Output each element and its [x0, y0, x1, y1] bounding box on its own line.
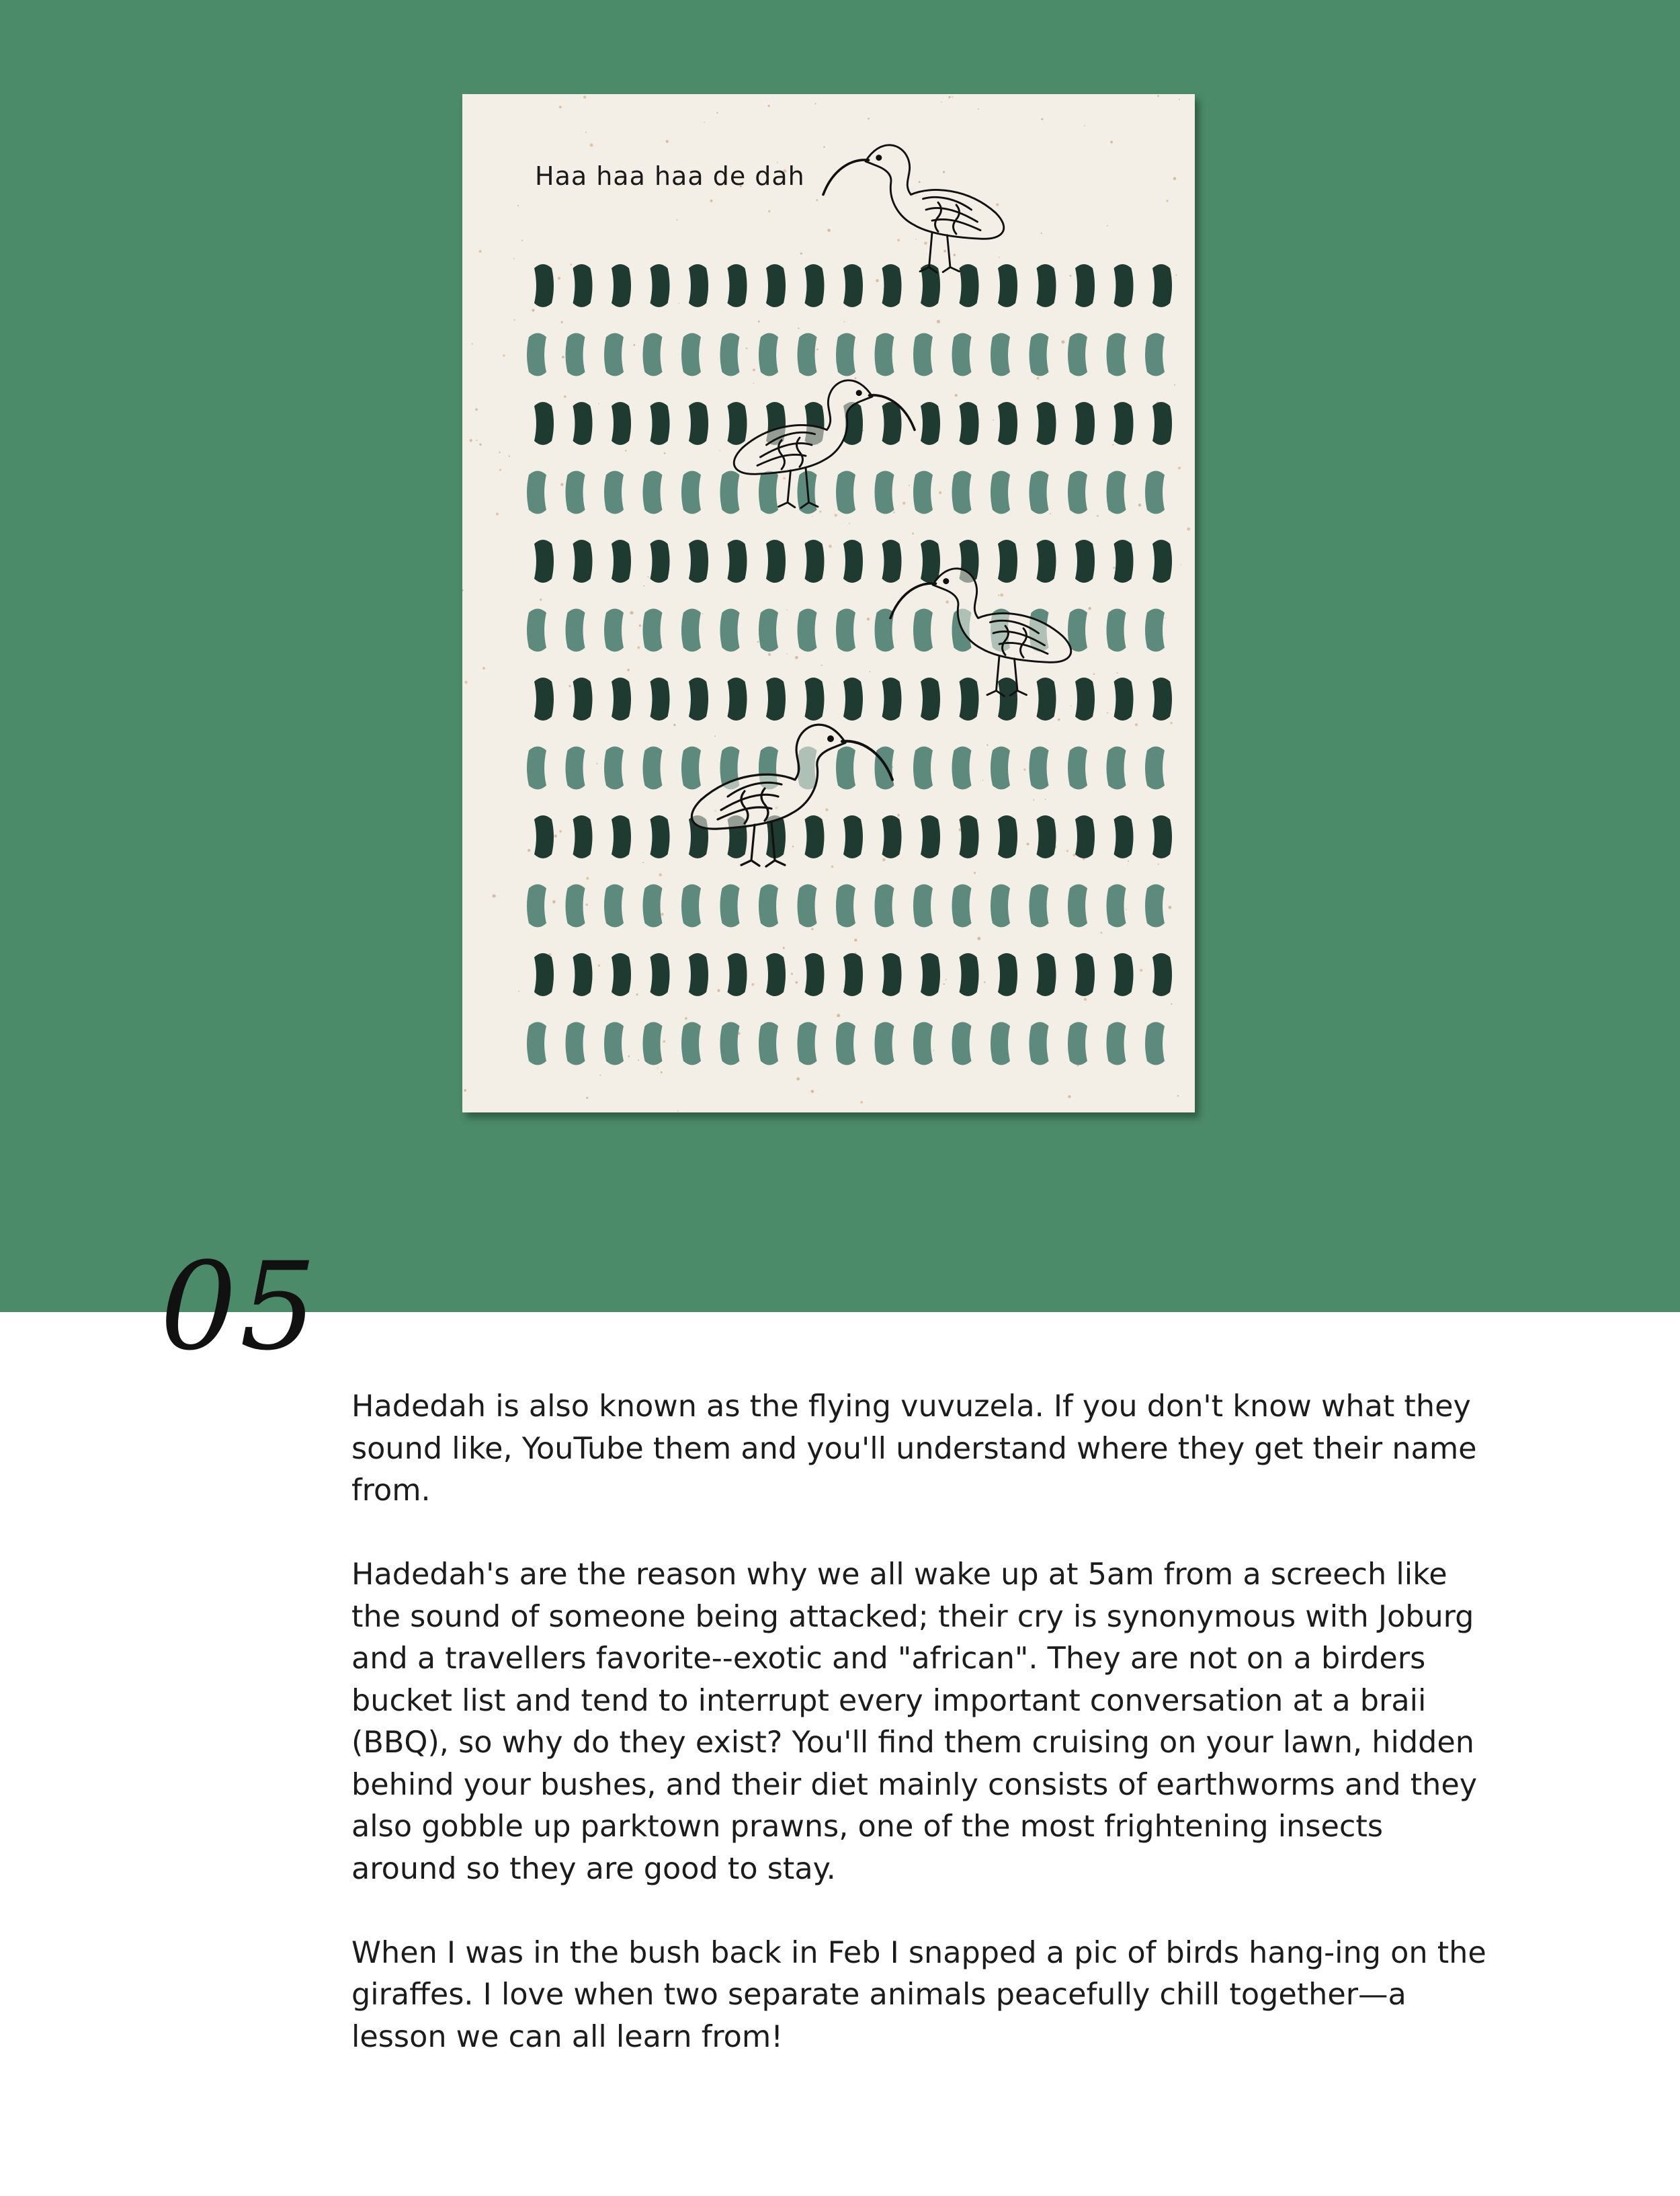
pattern-mark	[759, 885, 778, 928]
pattern-mark	[650, 678, 670, 721]
pattern-mark	[798, 333, 817, 376]
pattern-mark	[728, 264, 747, 307]
pattern-mark	[1068, 609, 1087, 652]
pattern-mark	[913, 471, 933, 514]
pattern-mark	[534, 678, 554, 721]
pattern-mark	[1114, 540, 1134, 583]
pattern-mark	[1107, 885, 1126, 928]
pattern-mark	[527, 1022, 546, 1065]
pattern-mark	[1145, 885, 1165, 928]
pattern-mark	[573, 264, 593, 307]
pattern-mark	[1068, 333, 1087, 376]
pattern-mark	[527, 333, 546, 376]
pattern-mark	[836, 1022, 855, 1065]
pattern-mark	[612, 402, 631, 445]
pattern-mark	[681, 885, 701, 928]
pattern-mark	[534, 953, 554, 996]
pattern-mark	[759, 609, 778, 652]
pattern-mark	[650, 402, 670, 445]
pattern-mark	[1030, 471, 1049, 514]
pattern-mark	[1075, 540, 1095, 583]
pattern-mark	[1037, 264, 1056, 307]
pattern-mark	[921, 815, 940, 858]
pattern-mark	[612, 953, 631, 996]
pattern-mark	[1145, 747, 1165, 790]
pattern-mark	[527, 885, 546, 928]
pattern-mark	[643, 609, 663, 652]
pattern-mark	[566, 1022, 585, 1065]
pattern-mark	[921, 678, 940, 721]
pattern-mark	[720, 885, 740, 928]
pattern-mark	[998, 264, 1017, 307]
pattern-mark	[604, 609, 624, 652]
pattern-mark	[913, 333, 933, 376]
pattern-mark	[612, 264, 631, 307]
pattern-mark	[805, 678, 825, 721]
pattern-mark	[998, 953, 1017, 996]
pattern-mark	[759, 471, 778, 514]
pattern-mark	[960, 678, 979, 721]
pattern-mark	[643, 1022, 663, 1065]
pattern-mark	[952, 471, 972, 514]
pattern-mark	[1075, 264, 1095, 307]
pattern-mark	[566, 333, 585, 376]
pattern-mark	[882, 402, 902, 445]
pattern-mark	[875, 1022, 894, 1065]
pattern-mark	[650, 815, 670, 858]
pattern-mark	[1107, 747, 1126, 790]
pattern-mark	[720, 609, 740, 652]
pattern-mark	[1037, 402, 1056, 445]
pattern-mark	[573, 815, 593, 858]
pattern-mark	[689, 264, 708, 307]
section-number: 05	[160, 1237, 320, 1377]
pattern-mark	[527, 747, 546, 790]
pattern-mark	[991, 885, 1010, 928]
pattern-mark	[1145, 333, 1165, 376]
pattern-mark	[913, 609, 933, 652]
hadeda-bird-drawing	[823, 145, 1004, 273]
pattern-mark	[836, 885, 855, 928]
pattern-mark	[766, 678, 786, 721]
pattern-mark	[921, 402, 940, 445]
pattern-mark	[1107, 471, 1126, 514]
pattern-mark	[766, 540, 786, 583]
pattern-mark	[759, 1022, 778, 1065]
pattern-mark	[843, 953, 863, 996]
pattern-mark	[612, 815, 631, 858]
pattern-mark	[805, 815, 825, 858]
pattern-mark	[875, 885, 894, 928]
article-body	[351, 1386, 1494, 2058]
pattern-mark	[766, 953, 786, 996]
pattern-mark	[798, 609, 817, 652]
pattern-mark	[566, 471, 585, 514]
pattern-mark	[689, 953, 708, 996]
pattern-mark	[960, 815, 979, 858]
pattern-mark	[843, 264, 863, 307]
pattern-mark	[1114, 264, 1134, 307]
pattern-mark	[952, 1022, 972, 1065]
pattern-mark	[1114, 815, 1134, 858]
pattern-mark	[720, 1022, 740, 1065]
pattern-mark	[604, 747, 624, 790]
pattern-mark	[1037, 953, 1056, 996]
pattern-mark	[960, 402, 979, 445]
paragraph-2: Hadedah's are the reason why we all wake up at 5am from a screech like the sound of someone being attacked; their cry is synonymous with Joburg and a travellers favorite--exotic and "african". They are not on a birders bucket list and tend to interrupt every important conversation at a braii (BBQ), so why do they exist? You'll find them cruising on your lawn, hidden behind your bushes, and their diet mainly consists of earthworms and they also gobble up parktown prawns, one of the most frightening insects around so they are good to stay.	[351, 1557, 1478, 1886]
pattern-mark	[527, 609, 546, 652]
pattern-mark	[643, 885, 663, 928]
pattern-mark	[1068, 747, 1087, 790]
pattern-mark	[1152, 953, 1172, 996]
pattern-mark	[689, 678, 708, 721]
pattern-mark	[836, 333, 855, 376]
pattern-mark	[1037, 815, 1056, 858]
pattern-mark	[1030, 747, 1049, 790]
pattern-mark	[1030, 333, 1049, 376]
pattern-mark	[836, 471, 855, 514]
pattern-mark	[650, 540, 670, 583]
pattern-mark	[643, 471, 663, 514]
card-title: Haa haa haa de dah	[535, 161, 805, 191]
pattern-mark	[1152, 264, 1172, 307]
pattern-mark	[843, 815, 863, 858]
pattern-mark	[643, 747, 663, 790]
pattern-mark	[1107, 1022, 1126, 1065]
pattern-mark	[1075, 953, 1095, 996]
pattern-mark	[650, 264, 670, 307]
pattern-mark	[952, 333, 972, 376]
pattern-mark	[573, 402, 593, 445]
pattern-mark	[681, 333, 701, 376]
pattern-mark	[1145, 471, 1165, 514]
pattern-mark	[843, 678, 863, 721]
pattern-mark	[534, 264, 554, 307]
pattern-mark	[612, 540, 631, 583]
pattern-mark	[921, 953, 940, 996]
pattern-mark	[836, 747, 855, 790]
pattern-mark	[759, 333, 778, 376]
pattern-mark	[1152, 402, 1172, 445]
pattern-mark	[798, 885, 817, 928]
pattern-mark	[998, 402, 1017, 445]
pattern-mark	[650, 953, 670, 996]
pattern-mark	[689, 402, 708, 445]
pattern-mark	[689, 540, 708, 583]
pattern-mark	[728, 402, 747, 445]
pattern-mark	[1107, 333, 1126, 376]
pattern-mark	[534, 815, 554, 858]
pattern-mark	[1114, 678, 1134, 721]
pattern-mark	[991, 471, 1010, 514]
pattern-mark	[921, 540, 940, 583]
pattern-mark	[681, 471, 701, 514]
pattern-mark	[882, 953, 902, 996]
pattern-mark	[875, 333, 894, 376]
pattern-mark	[1107, 609, 1126, 652]
pattern-mark	[1114, 953, 1134, 996]
pattern-mark	[1075, 815, 1095, 858]
pattern-mark	[681, 1022, 701, 1065]
pattern-mark	[728, 953, 747, 996]
pattern-mark	[1068, 885, 1087, 928]
hadeda-card-illustration	[462, 94, 1195, 1112]
pattern-mark	[604, 1022, 624, 1065]
pattern-mark	[643, 333, 663, 376]
pattern-mark	[534, 402, 554, 445]
pattern-mark	[805, 264, 825, 307]
pattern-mark	[991, 747, 1010, 790]
pattern-mark	[720, 333, 740, 376]
pattern-mark	[566, 609, 585, 652]
pattern-mark	[604, 471, 624, 514]
pattern-mark	[952, 885, 972, 928]
pattern-mark	[1030, 1022, 1049, 1065]
pattern-mark	[573, 678, 593, 721]
pattern-mark	[1037, 678, 1056, 721]
pattern-mark	[913, 747, 933, 790]
pattern-mark	[991, 333, 1010, 376]
pattern-mark	[1114, 402, 1134, 445]
pattern-mark	[681, 747, 701, 790]
pattern-mark	[991, 1022, 1010, 1065]
pattern-mark	[720, 471, 740, 514]
pattern-mark	[875, 747, 894, 790]
pattern-mark	[1068, 471, 1087, 514]
pattern-mark	[566, 747, 585, 790]
card-artwork	[462, 94, 1195, 1112]
pattern-mark	[1037, 540, 1056, 583]
pattern-mark	[960, 953, 979, 996]
pattern-mark	[1152, 540, 1172, 583]
pattern-mark	[1145, 609, 1165, 652]
pattern-mark	[913, 885, 933, 928]
pattern-mark	[1152, 815, 1172, 858]
pattern-mark	[998, 678, 1017, 721]
pattern-mark	[913, 1022, 933, 1065]
pattern-mark	[998, 815, 1017, 858]
pattern-mark	[728, 678, 747, 721]
pattern-mark	[836, 609, 855, 652]
pattern-mark	[805, 540, 825, 583]
pattern-mark	[612, 678, 631, 721]
pattern-mark	[882, 264, 902, 307]
pattern-mark	[534, 540, 554, 583]
pattern-mark	[798, 1022, 817, 1065]
pattern-mark	[1075, 402, 1095, 445]
pattern-mark	[882, 540, 902, 583]
pattern-mark	[1075, 678, 1095, 721]
pattern-mark	[882, 678, 902, 721]
pattern-mark	[882, 815, 902, 858]
pattern-mark	[604, 885, 624, 928]
pattern-mark	[998, 540, 1017, 583]
paragraph-1: Hadedah is also known as the flying vuvuzela. If you don't know what they sound like, YouTube them and you'll understand where they get their name from.	[351, 1389, 1477, 1508]
paragraph-3: When I was in the bush back in Feb I snapped a pic of birds hang-ing on the giraffes. I love when two separate animals peacefully chill together—a lesson we can all learn from!	[351, 1935, 1486, 2054]
pattern-mark	[875, 471, 894, 514]
pattern-mark	[566, 885, 585, 928]
pattern-mark	[843, 540, 863, 583]
pattern-mark	[1030, 885, 1049, 928]
pattern-mark	[1152, 678, 1172, 721]
pattern-mark	[952, 747, 972, 790]
pattern-mark	[766, 264, 786, 307]
pattern-mark	[681, 609, 701, 652]
pattern-mark	[728, 540, 747, 583]
pattern-mark	[604, 333, 624, 376]
pattern-mark	[1068, 1022, 1087, 1065]
pattern-mark	[1145, 1022, 1165, 1065]
pattern-mark	[573, 540, 593, 583]
pattern-mark	[573, 953, 593, 996]
pattern-mark	[527, 471, 546, 514]
pattern-mark	[805, 953, 825, 996]
pattern-mark	[960, 264, 979, 307]
